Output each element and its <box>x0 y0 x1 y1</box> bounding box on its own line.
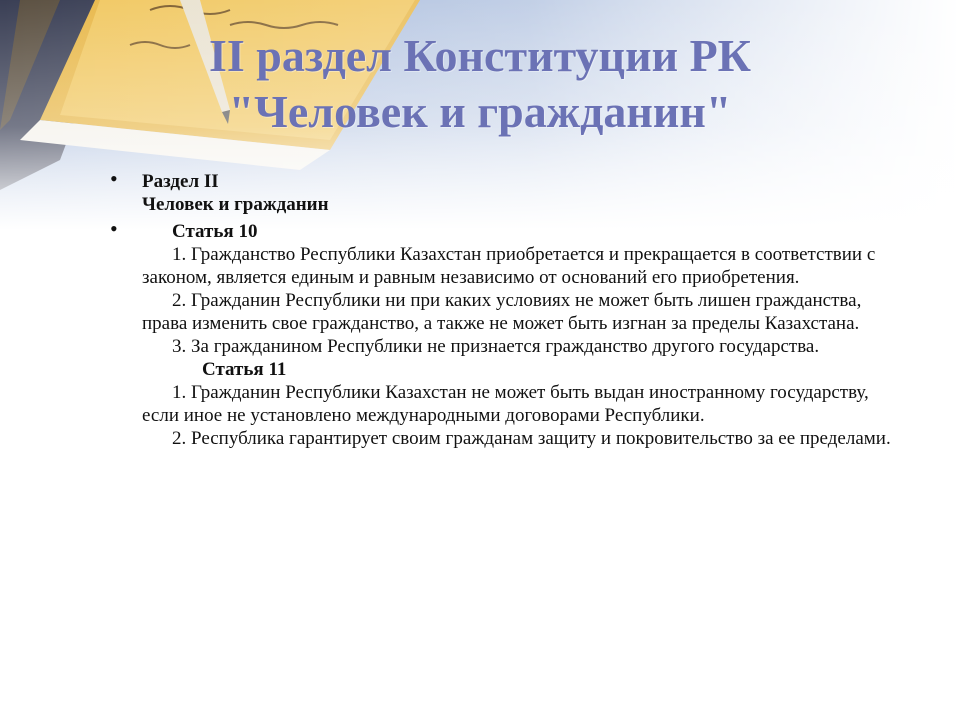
title-line-1: II раздел Конституции РК <box>208 30 752 81</box>
bullet-articles <box>110 216 900 450</box>
article-10-paragraph-1: 1. Гражданство Республики Казахстан приобретается и прекращается в соответствии с законом, является единым и равным независимо от оснований его приобретения. <box>142 244 876 288</box>
slide-title <box>0 28 960 140</box>
title-line-2: "Человек и гражданин" <box>228 86 732 137</box>
bullet-marker: • <box>110 216 118 241</box>
bullet-list <box>110 166 900 454</box>
article-10-paragraph-2: 2. Гражданин Республики ни при каких условиях не может быть лишен гражданства, права изменить свое гражданство, а также не может быть изгнан за пределы Казахстана. <box>142 290 862 334</box>
bullet-section <box>110 166 900 216</box>
bullet-marker: • <box>110 166 118 191</box>
article-10-paragraph-3: 3. За гражданином Республики не признается гражданство другого государства. <box>172 336 820 357</box>
section-label: Раздел II <box>142 171 219 192</box>
article-11-paragraph-1: 1. Гражданин Республики Казахстан не может быть выдан иностранному государству, если иное не установлено международными договорами Республики. <box>142 382 869 426</box>
section-name: Человек и гражданин <box>142 194 329 215</box>
article-10-heading: Статья 10 <box>172 221 258 242</box>
article-11-paragraph-2: 2. Республика гарантирует своим гражданам защиту и покровительство за ее пределами. <box>172 428 891 449</box>
article-11-heading: Статья 11 <box>202 359 287 380</box>
